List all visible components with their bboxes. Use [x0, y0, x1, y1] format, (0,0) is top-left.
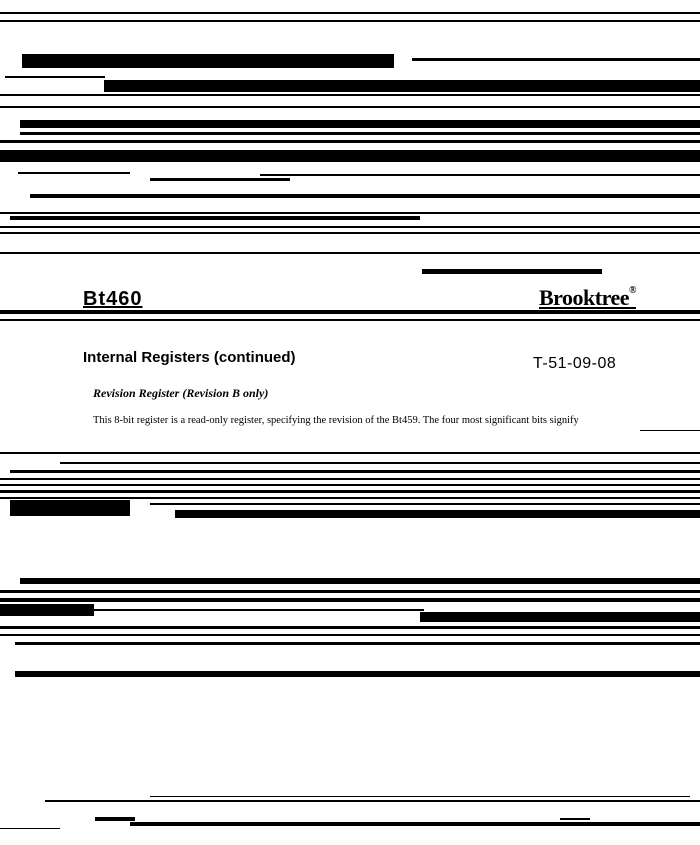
redaction-bar	[0, 828, 60, 829]
company-logo	[539, 285, 636, 311]
redaction-bar	[20, 132, 700, 135]
redaction-bar	[45, 800, 700, 802]
redaction-bar	[420, 612, 700, 622]
redaction-bar	[15, 671, 700, 677]
redaction-bar	[94, 609, 424, 611]
redaction-bar	[422, 269, 602, 274]
redaction-bar	[0, 497, 700, 499]
company-name: Brooktree	[539, 285, 629, 310]
redaction-bar	[10, 470, 700, 473]
redaction-bar	[175, 510, 700, 518]
part-number: Bt460	[83, 288, 143, 310]
redaction-bar	[5, 76, 105, 78]
redaction-bar	[260, 174, 700, 176]
header-rule	[0, 319, 700, 321]
redaction-bar	[15, 642, 700, 645]
redaction-bar	[30, 194, 700, 198]
redaction-bar	[20, 578, 700, 584]
redaction-bar	[0, 94, 700, 96]
redaction-bar	[640, 430, 700, 431]
redaction-bar	[0, 590, 700, 593]
document-code: T-51-09-08	[533, 355, 617, 372]
redaction-bar	[150, 178, 290, 181]
redaction-bar	[0, 252, 700, 254]
redaction-bar	[150, 503, 700, 505]
redaction-bar	[0, 598, 700, 602]
redaction-bar	[130, 822, 700, 826]
redaction-bar	[0, 634, 700, 636]
redaction-bar	[18, 172, 130, 174]
trademark-symbol: ®	[629, 285, 636, 296]
redaction-bar	[20, 120, 700, 128]
redaction-bar	[104, 80, 700, 92]
redaction-bar	[60, 462, 700, 464]
redaction-bar	[0, 478, 700, 480]
redaction-bar	[560, 818, 590, 820]
redaction-bar	[0, 490, 700, 493]
redaction-bar	[22, 54, 394, 68]
redaction-bar	[0, 212, 700, 214]
section-title: Internal Registers (continued)	[83, 349, 296, 366]
redaction-bar	[412, 58, 700, 61]
redaction-bar	[0, 604, 94, 616]
redaction-bar	[10, 500, 130, 516]
redaction-bar	[10, 216, 420, 220]
redaction-bar	[0, 12, 700, 14]
redaction-bar	[0, 226, 700, 228]
redaction-bar	[150, 796, 690, 797]
redaction-bar	[0, 452, 700, 454]
redaction-bar	[95, 817, 135, 821]
redaction-bar	[0, 106, 700, 108]
redaction-bar	[0, 484, 700, 486]
redaction-bar	[0, 140, 700, 143]
body-text: This 8-bit register is a read-only register, specifying the revision of the Bt459. The four most significant bits signify	[93, 415, 579, 426]
redaction-bar	[0, 20, 700, 22]
redaction-bar	[0, 626, 700, 629]
redaction-bar	[0, 232, 700, 234]
subsection-title: Revision Register (Revision B only)	[93, 386, 269, 400]
redaction-bar	[0, 150, 700, 162]
